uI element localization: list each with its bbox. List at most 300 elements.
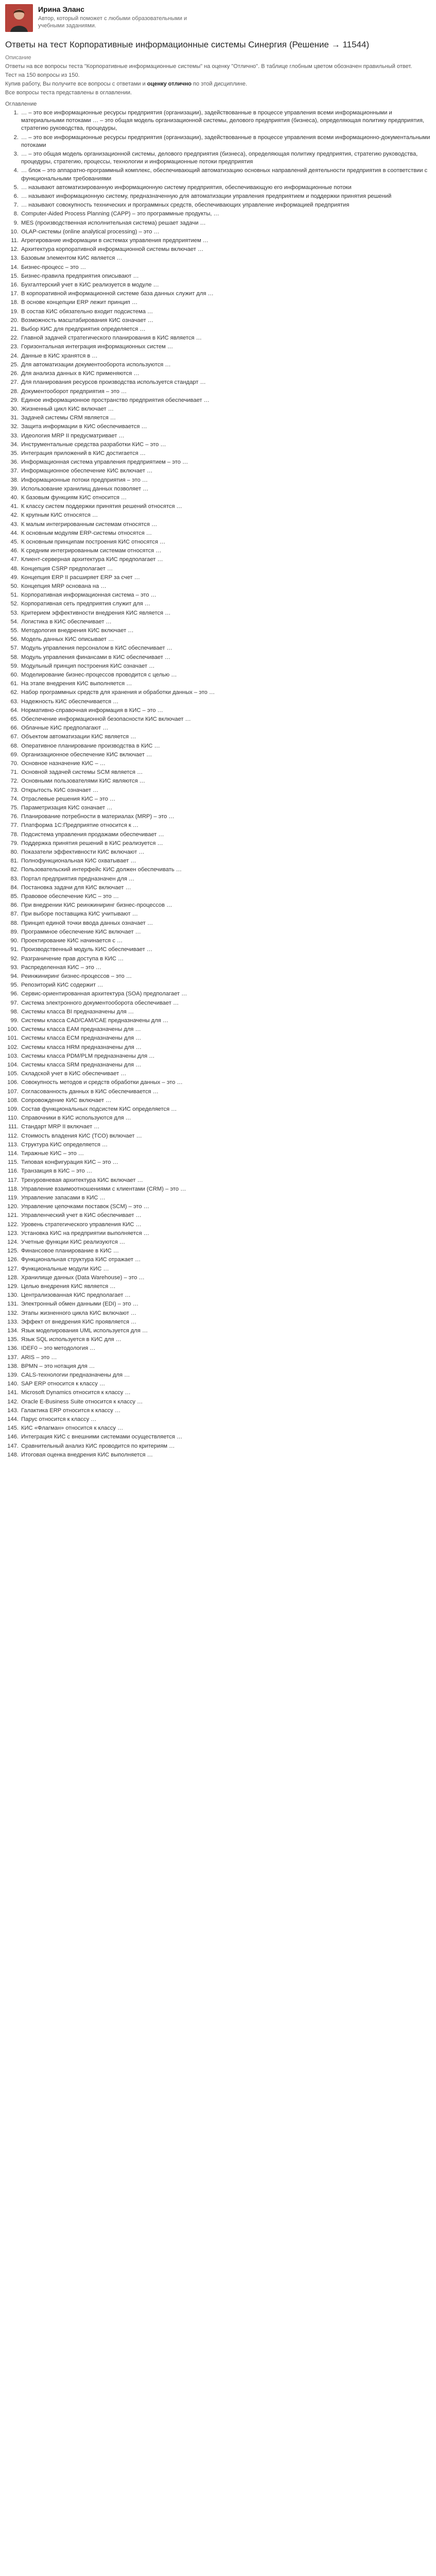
- question-body: [21, 680, 431, 688]
- author-block: [5, 4, 431, 32]
- question-item: [5, 609, 431, 617]
- question-body: [21, 1443, 431, 1450]
- question-number: 117.: [8, 1177, 19, 1183]
- question-text: Трехуровневая архитектура КИС включает …: [21, 1177, 143, 1183]
- question-body: [21, 228, 431, 236]
- question-item: [5, 733, 431, 741]
- question-body: [21, 724, 431, 732]
- question-item: [5, 485, 431, 493]
- question-number: 79.: [10, 840, 19, 846]
- question-item: [5, 955, 431, 963]
- author-description-line: Автор, который поможет с любыми образовательными и: [38, 15, 187, 22]
- question-text: Портал предприятия предназначен для …: [21, 875, 135, 882]
- question-body: [21, 361, 431, 369]
- question-body: [21, 707, 431, 715]
- question-item: [5, 299, 431, 307]
- question-text: Полнофункциональная КИС охватывает …: [21, 858, 136, 865]
- question-text: … – это все информационные ресурсы предприятия (организации), задействованные в процессе управления всеми информационными и материальными потоками … – это общая модель организационной системы, делового предприятия (бизнеса), определяющая политику предприятия, стратегию руководства, процедуры,: [21, 110, 425, 132]
- question-number: 38.: [10, 477, 19, 483]
- question-item: [5, 432, 431, 440]
- question-number: 62.: [10, 689, 19, 696]
- question-number: 139.: [7, 1372, 19, 1379]
- question-number: 113.: [8, 1141, 19, 1148]
- question-body: [21, 556, 431, 564]
- question-number: 18.: [10, 299, 19, 306]
- question-text: Интеграция КИС с внешними системами осуществляется …: [21, 1434, 183, 1440]
- question-item: [5, 1026, 431, 1033]
- question-number: 57.: [10, 645, 19, 652]
- question-item: [5, 1407, 431, 1415]
- question-item: [5, 822, 431, 829]
- question-number: 87.: [10, 911, 19, 918]
- question-number: 123.: [7, 1230, 19, 1236]
- question-item: [5, 1336, 431, 1344]
- question-text: Для автоматизации документооборота используются …: [21, 361, 171, 368]
- question-number: 99.: [10, 1017, 19, 1024]
- question-number: 14.: [10, 264, 19, 270]
- question-number: 141.: [7, 1389, 19, 1396]
- question-body: [21, 467, 431, 475]
- question-item: [5, 1159, 431, 1166]
- question-body: [21, 849, 431, 856]
- question-body: [21, 733, 431, 741]
- question-text: Информационная система управления предприятием – это …: [21, 459, 188, 466]
- question-number: 148.: [7, 1451, 19, 1458]
- question-item: [5, 467, 431, 475]
- question-body: [21, 751, 431, 759]
- question-item: [5, 1292, 431, 1299]
- question-body: [21, 822, 431, 829]
- question-item: [5, 494, 431, 502]
- question-text: Управление запасами в КИС …: [21, 1194, 106, 1201]
- question-body: [21, 352, 431, 360]
- question-number: 88.: [10, 920, 19, 926]
- question-item: [5, 334, 431, 342]
- purchase-note: [5, 80, 431, 88]
- question-number: 104.: [7, 1061, 19, 1068]
- question-number: 144.: [7, 1416, 19, 1423]
- question-body: [21, 671, 431, 679]
- question-item: [5, 1185, 431, 1193]
- question-text: Единое информационное пространство предприятия обеспечивает …: [21, 397, 210, 403]
- question-text: Computer-Aided Process Planning (CAPP) – это программные продукты, …: [21, 211, 219, 217]
- all-answers-note: Все вопросы теста представлены в оглавлении.: [5, 90, 132, 96]
- question-number: 129.: [7, 1283, 19, 1290]
- question-body: [21, 388, 431, 396]
- question-text: Бухгалтерский учет в КИС реализуется в модуле …: [21, 282, 159, 289]
- question-item: [5, 716, 431, 723]
- question-text: Системы класса HRM предназначены для …: [21, 1044, 142, 1050]
- question-body: [21, 1212, 431, 1219]
- question-text: Сервис-ориентированная архитектура (SOA) предполагает …: [21, 991, 187, 997]
- question-item: [5, 1310, 431, 1317]
- question-body: [21, 1247, 431, 1255]
- question-number: 101.: [7, 1035, 19, 1042]
- question-text: MES (производственная исполнительная система) решает задачи …: [21, 219, 206, 226]
- question-item: [5, 990, 431, 998]
- question-item: [5, 1167, 431, 1175]
- question-text: Эффект от внедрения КИС проявляется …: [21, 1318, 137, 1325]
- question-text: Открытость КИС означает …: [21, 787, 99, 793]
- question-text: Идеология MRP II предусматривает …: [21, 432, 125, 439]
- question-text: Состав функциональных подсистем КИС определяется …: [21, 1106, 177, 1112]
- question-number: 78.: [10, 831, 19, 838]
- question-item: [5, 689, 431, 697]
- question-text: Корпоративная информационная система – это …: [21, 592, 156, 599]
- question-item: [5, 1203, 431, 1211]
- question-body: [21, 1389, 431, 1397]
- question-item: [5, 370, 431, 378]
- question-number: 60.: [10, 672, 19, 678]
- question-text: Галактика ERP относится к классу …: [21, 1407, 121, 1414]
- question-item: [5, 1123, 431, 1131]
- question-text: Основное назначение КИС – …: [21, 760, 106, 767]
- question-text: Методология внедрения КИС включает …: [21, 627, 134, 634]
- question-body: [21, 1017, 431, 1025]
- question-item: [5, 769, 431, 776]
- question-number: 4.: [13, 167, 19, 174]
- question-item: [5, 414, 431, 422]
- question-number: 93.: [10, 964, 19, 971]
- question-text: Тиражные КИС – это …: [21, 1150, 84, 1157]
- question-item: [5, 281, 431, 289]
- question-number: 74.: [10, 795, 19, 802]
- question-text: Концепция ERP II расширяет ERP за счет …: [21, 574, 140, 581]
- question-item: [5, 210, 431, 218]
- question-number: 77.: [10, 822, 19, 829]
- question-item: [5, 264, 431, 272]
- question-item: [5, 1044, 431, 1052]
- question-body: [21, 405, 431, 413]
- question-body: [21, 1053, 431, 1060]
- question-body: [21, 538, 431, 546]
- question-body: [21, 299, 431, 307]
- question-number: 103.: [7, 1053, 19, 1059]
- question-item: [5, 201, 431, 209]
- question-body: [21, 884, 431, 892]
- question-number: 92.: [10, 955, 19, 962]
- question-number: 136.: [7, 1345, 19, 1352]
- question-number: 119.: [8, 1194, 19, 1201]
- question-item: [5, 1177, 431, 1184]
- question-text: Обеспечение информационной безопасности КИС включает …: [21, 716, 191, 723]
- question-item: [5, 441, 431, 449]
- question-number: 52.: [10, 601, 19, 607]
- question-text: Системы класса CAD/CAM/CAE предназначены для …: [21, 1017, 169, 1024]
- question-item: [5, 477, 431, 484]
- question-item: [5, 680, 431, 688]
- avatar-image: [5, 4, 33, 32]
- question-number: 81.: [10, 858, 19, 865]
- question-text: Система электронного документооборота обеспечивает …: [21, 999, 179, 1006]
- question-text: Целью внедрения КИС является …: [21, 1283, 116, 1290]
- question-body: [21, 317, 431, 325]
- question-text: Главной задачей стратегического планирования в КИС является …: [21, 335, 202, 342]
- question-number: 85.: [10, 893, 19, 900]
- question-number: 128.: [7, 1274, 19, 1281]
- question-body: [21, 1274, 431, 1282]
- question-item: [5, 109, 431, 133]
- question-number: 96.: [10, 991, 19, 997]
- question-number: 31.: [10, 415, 19, 421]
- question-item: [5, 1283, 431, 1291]
- question-body: [21, 937, 431, 945]
- question-item: [5, 654, 431, 662]
- question-body: [21, 990, 431, 998]
- question-body: [21, 237, 431, 245]
- question-text: Уровень стратегического управления КИС …: [21, 1221, 142, 1228]
- question-item: [5, 840, 431, 848]
- question-body: [21, 600, 431, 608]
- question-text: Учетные функции КИС реализуются …: [21, 1239, 126, 1245]
- question-text: Управленческий учет в КИС обеспечивает …: [21, 1212, 142, 1219]
- question-body: [21, 1070, 431, 1078]
- question-item: [5, 556, 431, 564]
- question-text: Финансовое планирование в КИС …: [21, 1248, 119, 1255]
- question-item: [5, 574, 431, 582]
- question-number: 7.: [13, 202, 19, 209]
- question-item: [5, 405, 431, 413]
- question-number: 21.: [10, 326, 19, 333]
- question-body: [21, 150, 431, 166]
- question-text: Электронный обмен данными (EDI) – это …: [21, 1301, 139, 1308]
- question-item: [5, 928, 431, 936]
- question-number: 145.: [7, 1425, 19, 1432]
- question-number: 116.: [8, 1168, 19, 1175]
- question-number: 43.: [10, 521, 19, 528]
- question-item: [5, 1380, 431, 1388]
- question-text: Язык моделирования UML используется для …: [21, 1328, 148, 1334]
- question-text: Парус относится к классу …: [21, 1416, 97, 1423]
- question-item: [5, 1274, 431, 1282]
- question-item: [5, 1371, 431, 1379]
- question-number: 132.: [7, 1310, 19, 1316]
- question-body: [21, 521, 431, 529]
- question-item: [5, 326, 431, 333]
- question-item: [5, 1327, 431, 1335]
- question-text: Набор программных средств для хранения и обработки данных – это …: [21, 689, 215, 696]
- question-number: 140.: [7, 1381, 19, 1387]
- question-number: 46.: [10, 548, 19, 554]
- question-text: Корпоративная сеть предприятия служит для …: [21, 601, 150, 607]
- question-body: [21, 326, 431, 333]
- question-body: [21, 920, 431, 927]
- question-text: Системы класса BI предназначены для …: [21, 1008, 134, 1015]
- question-item: [5, 167, 431, 182]
- question-number: 106.: [7, 1079, 19, 1086]
- question-number: 90.: [10, 938, 19, 944]
- question-body: [21, 1336, 431, 1344]
- question-text: К крупным КИС относятся …: [21, 512, 98, 519]
- question-text: Стоимость владения КИС (TCO) включает …: [21, 1132, 142, 1139]
- question-text: В основе концепции ERP лежит принцип …: [21, 299, 138, 306]
- question-body: [21, 645, 431, 652]
- question-body: [21, 609, 431, 617]
- question-body: [21, 1203, 431, 1211]
- question-text: Модуль управления финансами в КИС обеспечивает …: [21, 654, 171, 660]
- question-item: [5, 1212, 431, 1219]
- question-text: OLAP-системы (online analytical processing) – это …: [21, 228, 160, 235]
- question-number: 16.: [10, 282, 19, 289]
- question-text: Базовым элементом КИС является …: [21, 255, 123, 262]
- question-text: Платформа 1С:Предприятие относится к …: [21, 822, 139, 829]
- question-number: 72.: [10, 778, 19, 785]
- question-text: … – это общая модель организационной системы, делового предприятия (бизнеса), определяющая политику предприятия, стратегию руководства, процедуры, стратегию, процессы, технологии и информационные потоки предприятия: [21, 151, 418, 165]
- question-body: [21, 1292, 431, 1299]
- description-block: [5, 54, 431, 97]
- question-text: Концепция CSRP предполагает …: [21, 565, 113, 572]
- question-item: [5, 698, 431, 706]
- question-item: [5, 910, 431, 918]
- question-number: 120.: [7, 1204, 19, 1210]
- question-body: [21, 1106, 431, 1113]
- question-item: [5, 1097, 431, 1105]
- question-text: Программное обеспечение КИС включает …: [21, 928, 141, 935]
- question-number: 75.: [10, 805, 19, 811]
- question-item: [5, 512, 431, 519]
- question-item: [5, 804, 431, 812]
- question-body: [21, 689, 431, 697]
- question-text: Для планирования ресурсов производства используется стандарт …: [21, 379, 206, 386]
- question-number: 95.: [10, 982, 19, 989]
- question-number: 48.: [10, 565, 19, 572]
- author-name[interactable]: Ирина Эланс: [38, 5, 84, 13]
- question-item: [5, 184, 431, 192]
- question-item: [5, 866, 431, 874]
- question-body: [21, 1026, 431, 1033]
- question-item: [5, 1433, 431, 1441]
- question-item: [5, 1106, 431, 1113]
- question-body: [21, 1088, 431, 1096]
- question-item: [5, 760, 431, 768]
- question-item: [5, 1345, 431, 1352]
- purchase-bold: оценку отлично: [147, 81, 191, 87]
- question-number: 133.: [7, 1318, 19, 1325]
- question-text: Оперативное планирование производства в КИС …: [21, 742, 160, 749]
- question-body: [21, 663, 431, 670]
- question-number: 146.: [7, 1434, 19, 1440]
- question-number: 138.: [7, 1363, 19, 1369]
- question-body: [21, 857, 431, 865]
- question-item: [5, 388, 431, 396]
- question-item: [5, 627, 431, 635]
- question-item: [5, 193, 431, 200]
- question-text: Сравнительный анализ КИС проводится по критериям …: [21, 1443, 175, 1449]
- question-body: [21, 1132, 431, 1140]
- question-body: [21, 1044, 431, 1052]
- question-body: [21, 875, 431, 883]
- question-body: [21, 1123, 431, 1131]
- question-number: 100.: [7, 1026, 19, 1033]
- questions-count: Тест на 150 вопросы из 150.: [5, 72, 80, 78]
- question-item: [5, 219, 431, 227]
- question-item: [5, 663, 431, 670]
- question-body: [21, 530, 431, 537]
- question-text: Критерием эффективности внедрения КИС является …: [21, 609, 171, 616]
- question-item: [5, 636, 431, 643]
- question-number: 82.: [10, 867, 19, 873]
- question-number: 32.: [10, 423, 19, 430]
- question-item: [5, 379, 431, 386]
- question-number: 98.: [10, 1008, 19, 1015]
- question-item: [5, 1053, 431, 1060]
- questions-list: [5, 109, 431, 1459]
- question-body: [21, 1371, 431, 1379]
- question-body: [21, 1363, 431, 1370]
- question-body: [21, 981, 431, 989]
- question-body: [21, 1159, 431, 1166]
- question-number: 40.: [10, 494, 19, 501]
- question-number: 66.: [10, 725, 19, 732]
- question-number: 6.: [13, 193, 19, 200]
- question-text: Параметризация КИС означает …: [21, 805, 113, 811]
- question-number: 135.: [7, 1336, 19, 1343]
- question-text: К средним интегрированным системам относятся …: [21, 548, 162, 554]
- question-text: Основными пользователями КИС являются …: [21, 778, 145, 785]
- question-number: 53.: [10, 609, 19, 616]
- question-text: Пользовательский интерфейс КИС должен обеспечивать …: [21, 867, 182, 873]
- question-body: [21, 432, 431, 440]
- question-body: [21, 109, 431, 133]
- question-body: [21, 769, 431, 776]
- question-body: [21, 760, 431, 768]
- question-text: Показатели эффективности КИС включают …: [21, 849, 145, 856]
- question-text: Системы класса ECM предназначены для …: [21, 1035, 142, 1042]
- question-text: Архитектура корпоративной информационной системы включает …: [21, 246, 204, 253]
- question-item: [5, 308, 431, 316]
- avatar[interactable]: [5, 4, 33, 32]
- question-body: [21, 1256, 431, 1264]
- question-item: [5, 134, 431, 149]
- question-number: 115.: [8, 1159, 19, 1166]
- question-body: [21, 210, 431, 218]
- question-number: 89.: [10, 928, 19, 935]
- question-body: [21, 134, 431, 149]
- question-body: [21, 866, 431, 874]
- question-number: 39.: [10, 485, 19, 492]
- question-item: [5, 893, 431, 901]
- question-body: [21, 654, 431, 662]
- question-item: [5, 777, 431, 785]
- question-item: [5, 228, 431, 236]
- question-text: Планирование потребности в материалах (MRP) – это …: [21, 814, 175, 820]
- question-item: [5, 600, 431, 608]
- question-text: Управление взаимоотношениями с клиентами (CRM) – это …: [21, 1185, 186, 1192]
- question-body: [21, 787, 431, 794]
- question-number: 8.: [13, 211, 19, 217]
- question-text: Логистика в КИС обеспечивает …: [21, 618, 112, 625]
- question-number: 13.: [10, 255, 19, 262]
- question-item: [5, 565, 431, 573]
- question-text: Отраслевые решения КИС – это …: [21, 795, 116, 802]
- question-item: [5, 946, 431, 954]
- question-body: [21, 1185, 431, 1193]
- question-item: [5, 981, 431, 989]
- author-description-line: учебными заданиями.: [38, 23, 96, 29]
- question-body: [21, 1141, 431, 1149]
- question-text: … называют совокупность технических и программных средств, обеспечивающих управление информацией предприятия: [21, 202, 350, 209]
- question-body: [21, 423, 431, 431]
- question-body: [21, 246, 431, 253]
- question-text: Интеграция приложений в КИС достигается …: [21, 450, 146, 456]
- question-number: 33.: [10, 432, 19, 439]
- question-body: [21, 574, 431, 582]
- question-text: Правовое обеспечение КИС – это …: [21, 893, 119, 900]
- question-body: [21, 902, 431, 909]
- question-body: [21, 698, 431, 706]
- question-text: К основным модулям ERP-системы относятся …: [21, 530, 152, 536]
- question-number: 10.: [10, 228, 19, 235]
